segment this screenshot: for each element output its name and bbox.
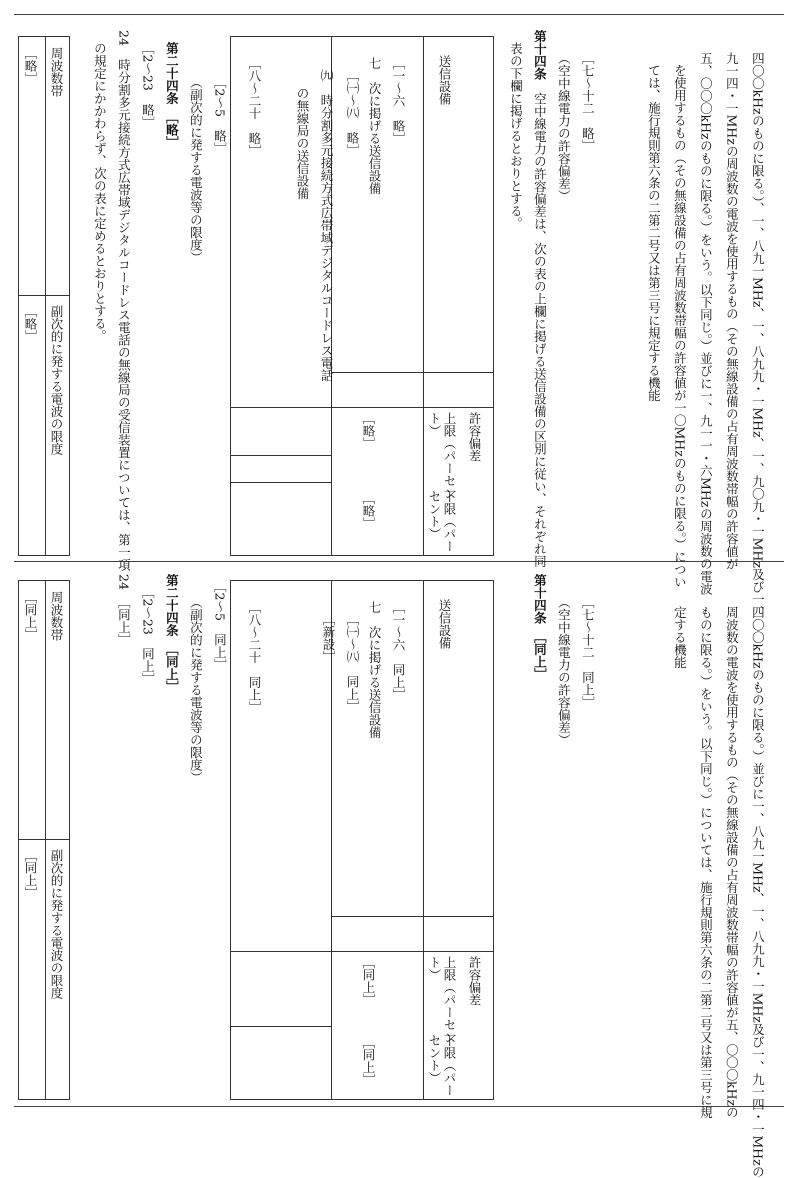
row-1-6: ［一～六 同上］ — [391, 601, 406, 701]
cell-emission-limit: ［略］ — [23, 305, 38, 343]
header-upper: 上限（パーセント） — [427, 956, 457, 1044]
row-8-20: ［八～二十 略］ — [247, 57, 262, 157]
row-8-20: ［八～二十 同上］ — [247, 601, 262, 714]
row-7-title: 七 次に掲げる送信設備 — [367, 57, 382, 195]
power-tolerance-table — [230, 580, 494, 1100]
text-column: ては、施行規則第六条の二第二号又は第三号に規定する機能 — [646, 64, 662, 402]
text-column: の規定にかかわらず、次の表に定めるとおりとする。 — [92, 42, 108, 342]
spurious-emission-table — [18, 580, 70, 1100]
cell-frequency-band: ［略］ — [23, 47, 38, 85]
header-tolerance: 許容偏差 — [467, 956, 482, 1006]
text-column: ［2～5 同上］ — [212, 580, 228, 671]
text-column: ［2～23 同上］ — [140, 586, 156, 685]
cell-frequency-band: ［同上］ — [23, 591, 38, 641]
text-column: ［2～5 略］ — [212, 76, 228, 155]
text-column: 定する機能 — [672, 606, 688, 669]
row-7-lower: ［略］ — [361, 492, 376, 530]
spurious-emission-table — [18, 36, 70, 556]
text-column: ［2～23 略］ — [140, 42, 156, 129]
text-column: ［七～十二 略］ — [580, 52, 596, 152]
current-text-panel — [18, 566, 780, 1178]
header-lower: 下限（パーセント） — [427, 490, 457, 553]
header-emission-limit: 副次的に発する電波の限度 — [49, 849, 64, 999]
article-14: 第十四条 ［同上］ — [532, 574, 548, 681]
row-7-item9-cont: の無線局の送信設備 — [295, 87, 310, 200]
text-column: 24 時分割多元接続方式広帯域デジタルコードレス電話の無線局の受信装置については、第一項 — [116, 30, 132, 571]
bottom-rule — [14, 1106, 784, 1107]
article-24: 第二十四条 ［同上］ — [164, 574, 180, 693]
text-column: 表の下欄に掲げるとおりとする。 — [508, 42, 524, 230]
row-7-sub: ［㈠～㈧ 略］ — [345, 69, 360, 157]
text-column: 五、〇〇〇kHzのものに限る。）をいう。以下同じ。）並びに一、九一一・六MHzの周波数の電波 — [698, 52, 714, 595]
row-7-upper: ［略］ — [361, 412, 376, 450]
text-column: 四〇〇kHzのものに限る。）並びに一、八九一MHz、一、八九九・一MHz及び一、九一四・一MHzの — [750, 606, 766, 1178]
header-equipment: 送信設備 — [437, 55, 452, 105]
text-column: （空中線電力の許容偏差） — [556, 596, 572, 746]
text-column: （空中線電力の許容偏差） — [556, 52, 572, 202]
row-7-lower: ［同上］ — [361, 1036, 376, 1086]
row-7-upper: ［同上］ — [361, 956, 376, 1006]
article-14: 第十四条 空中線電力の許容偏差は、次の表の上欄に掲げる送信設備の区別に従い、それぞれ同 — [532, 30, 548, 568]
header-tolerance: 許容偏差 — [467, 412, 482, 462]
header-emission-limit: 副次的に発する電波の限度 — [49, 305, 64, 455]
text-column: （副次的に発する電波等の限度） — [188, 596, 204, 784]
row-7-new: ［新設］ — [321, 613, 336, 663]
article-24: 第二十四条 ［略］ — [164, 42, 180, 149]
text-column: 24 ［同上］ — [116, 574, 132, 647]
cell-emission-limit: ［同上］ — [23, 849, 38, 899]
top-rule — [14, 14, 784, 15]
row-7-sub: ［㈠～㈧ 同上］ — [345, 613, 360, 713]
power-tolerance-table — [230, 36, 494, 556]
text-column: ［七～十二 同上］ — [580, 596, 596, 709]
row-1-6: ［一～六 略］ — [391, 57, 406, 145]
text-column: ものに限る。）をいう。以下同じ。）については、施行規則第六条の二第二号又は第三号に規 — [698, 606, 714, 1119]
header-upper: 上限（パーセント） — [427, 412, 457, 500]
text-column: 周波数の電波を使用するもの（その無線設備の占有周波数帯幅の許容値が五、〇〇〇kHzの — [724, 606, 740, 1119]
header-frequency-band: 周波数帯 — [49, 47, 64, 97]
header-frequency-band: 周波数帯 — [49, 591, 64, 641]
header-equipment: 送信設備 — [437, 599, 452, 649]
text-column: を使用するもの（その無線設備の占有周波数帯幅の許容値が一〇MHzのものに限る。）につい — [672, 64, 688, 589]
text-column: 九一四・一MHzの周波数の電波を使用するもの（その無線設備の占有周波数帯幅の許容値が — [724, 52, 740, 570]
row-7-title: 七 次に掲げる送信設備 — [367, 601, 382, 739]
row-7-item9: ㈨ 時分割多元接続方式広帯域デジタルコードレス電話 — [319, 69, 334, 382]
text-column: （副次的に発する電波等の限度） — [188, 76, 204, 264]
header-lower: 下限（パーセント） — [427, 1034, 457, 1097]
text-column: 四〇〇kHzのものに限る。）、一、八九一MHz、一、八九九・一MHz、一、九〇九・一MHz及び一、 — [750, 52, 766, 618]
